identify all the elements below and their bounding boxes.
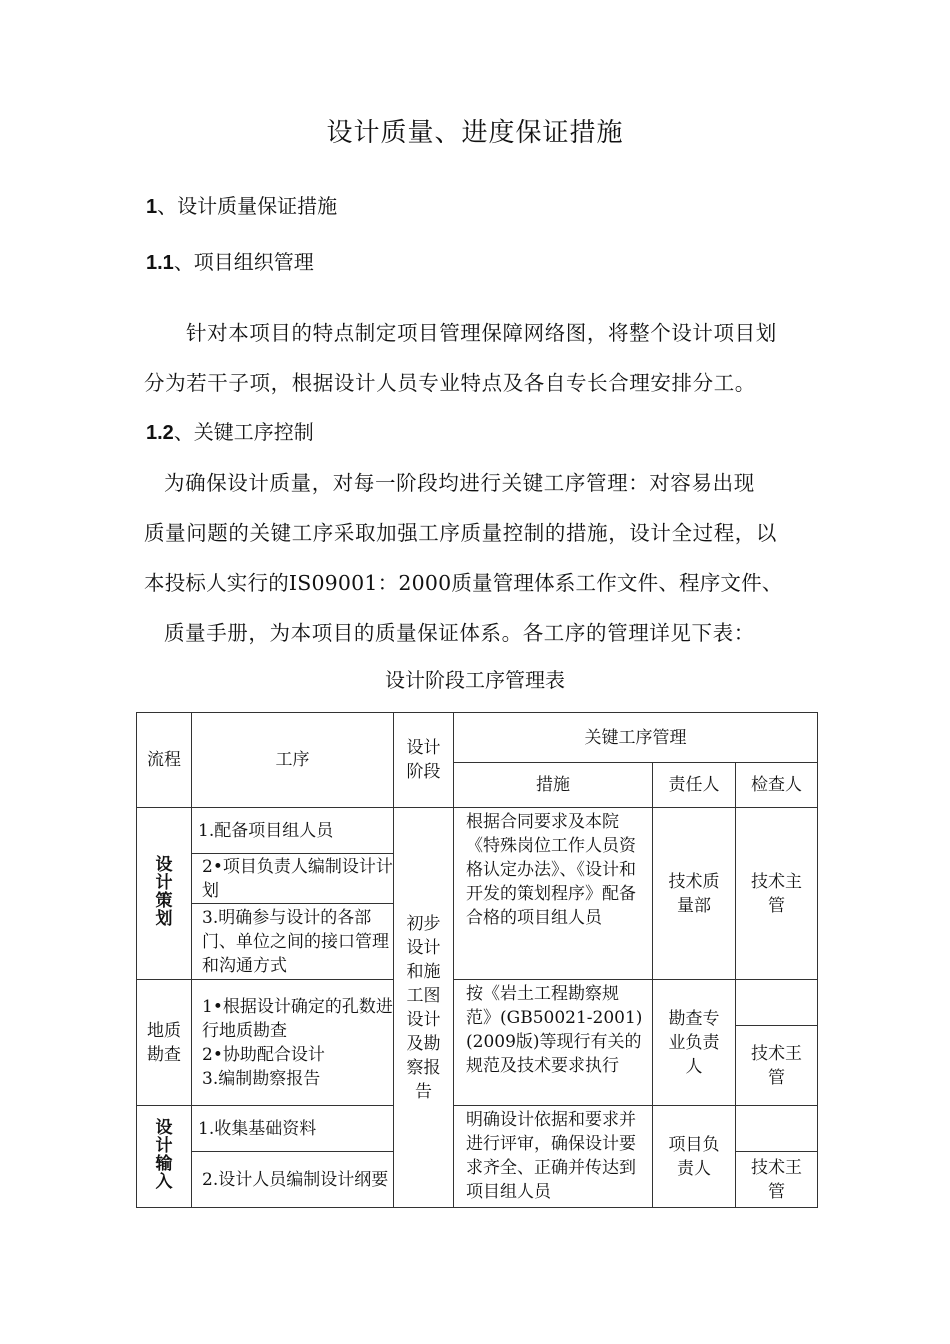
header-stage-text: 设计阶段 — [406, 738, 441, 782]
flow-cell — [137, 1106, 192, 1208]
header-key-management: 关键工序管理 — [454, 713, 818, 763]
measure-cell — [454, 1106, 653, 1208]
section-heading-1-1 — [146, 246, 314, 275]
flow-label: 地质勘查 — [147, 1020, 181, 1065]
paragraph-line: 分为若干子项，根据设计人员专业特点及各自专长合理安排分工。 — [144, 371, 756, 395]
step-text: 3.明确参与设计的各部门、单位之间的接口管理和沟通方式 — [202, 907, 389, 976]
section-number: 1 — [146, 196, 158, 218]
process-management-table — [136, 712, 818, 1208]
checker-cell-empty — [736, 1106, 818, 1152]
flow-label: 设计策划 — [155, 855, 173, 929]
step-cell — [192, 1152, 394, 1208]
measure-cell — [454, 980, 653, 1106]
step-cell — [192, 854, 394, 904]
responsible-text: 项目负责人 — [668, 1134, 720, 1179]
table-caption: 设计阶段工序管理表 — [385, 668, 565, 692]
responsible-text: 技术质量部 — [668, 871, 720, 916]
section-text: 、关键工序控制 — [173, 420, 314, 444]
header-flow: 流程 — [137, 713, 192, 808]
section-heading-1-2 — [146, 416, 314, 445]
stage-cell — [394, 808, 454, 1208]
section-text: 、项目组织管理 — [173, 250, 314, 274]
checker-text: 技术王管 — [751, 1043, 802, 1088]
step-text: 3.编制勘察报告 — [202, 1068, 321, 1089]
stage-text: 初步设计和施工图设计及勘察报告 — [406, 913, 441, 1102]
step-text: 2•项目负责人编制设计计划 — [202, 856, 393, 901]
measure-cell — [454, 808, 653, 980]
paragraph-line: 质量问题的关键工序采取加强工序质量控制的措施，设计全过程，以 — [144, 521, 777, 545]
step-cell — [192, 904, 394, 980]
paragraph-line: 质量手册，为本项目的质量保证体系。各工序的管理详见下表： — [164, 621, 755, 645]
step-text: 2.设计人员编制设计纲要 — [202, 1169, 389, 1190]
header-stage — [394, 713, 454, 808]
checker-cell — [736, 1152, 818, 1208]
flow-cell — [137, 980, 192, 1106]
header-checker: 检查人 — [736, 763, 818, 808]
checker-cell — [736, 1026, 818, 1106]
step-cell: 1.配备项目组人员 — [192, 808, 394, 854]
responsible-text: 勘查专业负责人 — [668, 1008, 720, 1077]
flow-cell — [137, 808, 192, 980]
section-text: 、设计质量保证措施 — [157, 194, 338, 218]
checker-text: 技术主管 — [751, 871, 802, 916]
page-title: 设计质量、进度保证措施 — [326, 118, 624, 148]
responsible-cell — [653, 1106, 736, 1208]
step-text: 1•根据设计确定的孔数进行地质勘查 — [202, 996, 393, 1041]
paragraph-line: 为确保设计质量，对每一阶段均进行关键工序管理：对容易出现 — [164, 471, 755, 495]
step-text: 2•协助配合设计 — [202, 1044, 325, 1065]
header-measure: 措施 — [454, 763, 653, 808]
step-cell — [192, 980, 394, 1106]
checker-cell-empty — [736, 980, 818, 1026]
checker-cell — [736, 808, 818, 980]
paragraph-line: 针对本项目的特点制定项目管理保障网络图，将整个设计项目划 — [186, 321, 777, 345]
section-number: 1.2 — [146, 422, 174, 444]
measure-text: 明确设计依据和要求并进行评审，确保设计要求齐全、正确并传达到项目组人员 — [466, 1110, 636, 1202]
header-process: 工序 — [192, 713, 394, 808]
measure-text: 根据合同要求及本院《特殊岗位工作人员资格认定办法》、《设计和开发的策划程序》配备合格的项目组人员 — [466, 812, 636, 928]
section-heading-1 — [146, 190, 337, 219]
checker-text: 技术王管 — [751, 1157, 802, 1202]
measure-text: 按《岩土工程勘察规范》(GB50021-2001)(2009版)等现行有关的规范及技术要求执行 — [466, 984, 643, 1076]
step-cell: 1.收集基础资料 — [192, 1106, 394, 1152]
paragraph-line: 本投标人实行的IS09001：2000质量管理体系工作文件、程序文件、 — [144, 571, 783, 595]
header-responsible: 责任人 — [653, 763, 736, 808]
responsible-cell — [653, 980, 736, 1106]
flow-label: 设计输入 — [155, 1118, 173, 1192]
responsible-cell — [653, 808, 736, 980]
section-number: 1.1 — [146, 252, 174, 274]
